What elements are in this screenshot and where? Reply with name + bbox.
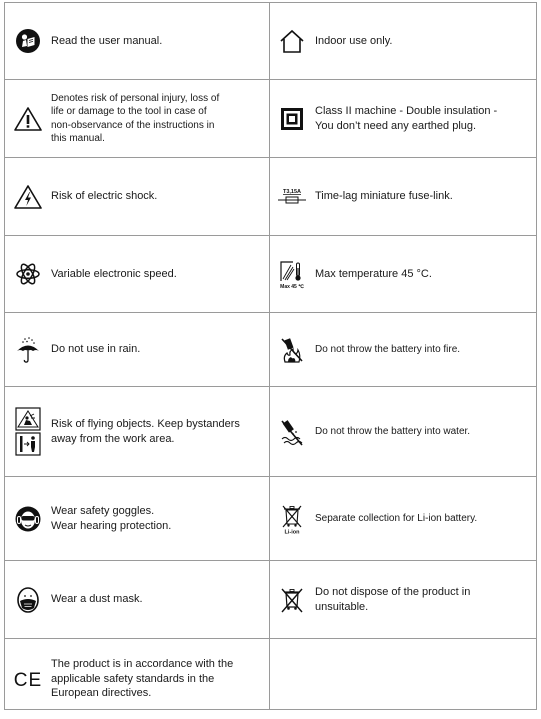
no-fire-battery-icon: [269, 336, 315, 364]
text-line: life or damage to the tool in case of: [51, 106, 207, 117]
text-line: Max temperature 45 °C.: [315, 267, 432, 280]
cell-empty: [269, 639, 536, 719]
warning-triangle-icon: [5, 106, 51, 132]
fuse-icon: [269, 187, 315, 207]
cell-battery-water: [269, 387, 536, 477]
no-water-battery-icon: [269, 417, 315, 447]
text-line: applicable safety standards in the: [51, 672, 215, 685]
cell-no-rain: [5, 313, 269, 387]
text-line: Indoor use only.: [315, 34, 393, 47]
cell-text: [51, 342, 269, 357]
text-line: this manual.: [51, 133, 105, 144]
max-temp-label: Max 45 ℃: [280, 284, 304, 289]
double-square-icon: [269, 107, 315, 131]
text-line: Separate collection for Li-ion battery.: [315, 512, 478, 524]
cell-text: [315, 585, 536, 615]
text-line: Class II machine - Double insulation -: [315, 104, 498, 117]
cell-text: [51, 504, 269, 534]
text-line: Risk of electric shock.: [51, 190, 158, 203]
text-line: The product is in accordance with the: [51, 657, 234, 670]
text-line: Do not throw the battery into fire.: [315, 343, 461, 355]
cell-dust-mask: [5, 561, 269, 639]
house-icon: [269, 28, 315, 54]
text-line: Do not throw the battery into water.: [315, 425, 471, 437]
fuse-rating-label: T3,15A: [282, 188, 302, 195]
text-line: Wear hearing protection.: [51, 519, 172, 532]
cell-text: [51, 417, 269, 447]
read-manual-icon: [5, 28, 51, 54]
atom-icon: [5, 261, 51, 287]
cell-max-temperature: [269, 236, 536, 313]
cell-text: [315, 343, 536, 357]
cell-text: [315, 425, 536, 439]
cell-text: [315, 267, 536, 282]
cell-battery-fire: [269, 313, 536, 387]
text-line: non-observance of the instructions in: [51, 119, 215, 131]
ce-mark-text: CE: [13, 670, 43, 690]
cell-electric-shock: [5, 158, 269, 236]
text-line: Denotes risk of personal injury, loss of: [51, 92, 220, 104]
text-line: European directives.: [51, 687, 152, 700]
text-line: away from the work area.: [51, 432, 175, 445]
text-line: unsuitable.: [315, 600, 369, 613]
symbols-table: [4, 2, 537, 710]
text-line: Wear a dust mask.: [51, 593, 143, 606]
cell-li-ion-collection: [269, 477, 536, 561]
goggles-ear-protection-icon: [5, 505, 51, 533]
cell-crossed-bin: [269, 561, 536, 639]
text-line: Wear safety goggles.: [51, 504, 155, 517]
cell-warning: [5, 80, 269, 158]
cell-class-ii: [269, 80, 536, 158]
cell-flying-objects: [5, 387, 269, 477]
cell-text: [315, 34, 536, 49]
text-line: Time-lag miniature fuse-link.: [315, 190, 453, 203]
electric-shock-icon: [5, 184, 51, 210]
text-line: Do not dispose of the product in: [315, 585, 471, 598]
symbols-grid: [5, 3, 536, 709]
cell-text: [51, 267, 269, 282]
cell-indoor-use: [269, 3, 536, 80]
cell-ce-conformity: [5, 639, 269, 719]
text-line: Do not use in rain.: [51, 343, 141, 356]
cell-fuse: [269, 158, 536, 236]
cell-variable-speed: [5, 236, 269, 313]
dust-mask-icon: [5, 586, 51, 614]
thermometer-icon: [269, 259, 315, 289]
li-ion-label: Li-ion: [284, 529, 300, 535]
cell-text: [315, 512, 536, 526]
text-line: Variable electronic speed.: [51, 267, 177, 280]
cell-text: [315, 104, 536, 134]
cell-read-manual: [5, 3, 269, 80]
cell-text: [315, 189, 536, 204]
ce-mark-icon: [5, 668, 51, 690]
cell-text: [51, 92, 269, 146]
text-line: Risk of flying objects. Keep bystanders: [51, 417, 240, 430]
li-ion-bin-icon: [269, 503, 315, 535]
cell-text: [51, 34, 269, 49]
crossed-bin-icon: [269, 586, 315, 614]
cell-goggles-hearing: [5, 477, 269, 561]
flying-objects-icon: [5, 407, 51, 457]
umbrella-rain-icon: [5, 336, 51, 364]
cell-text: [51, 592, 269, 607]
text-line: You don’t need any earthed plug.: [315, 119, 477, 132]
cell-text: [51, 657, 269, 702]
cell-text: [51, 189, 269, 204]
text-line: Read the user manual.: [51, 34, 163, 47]
